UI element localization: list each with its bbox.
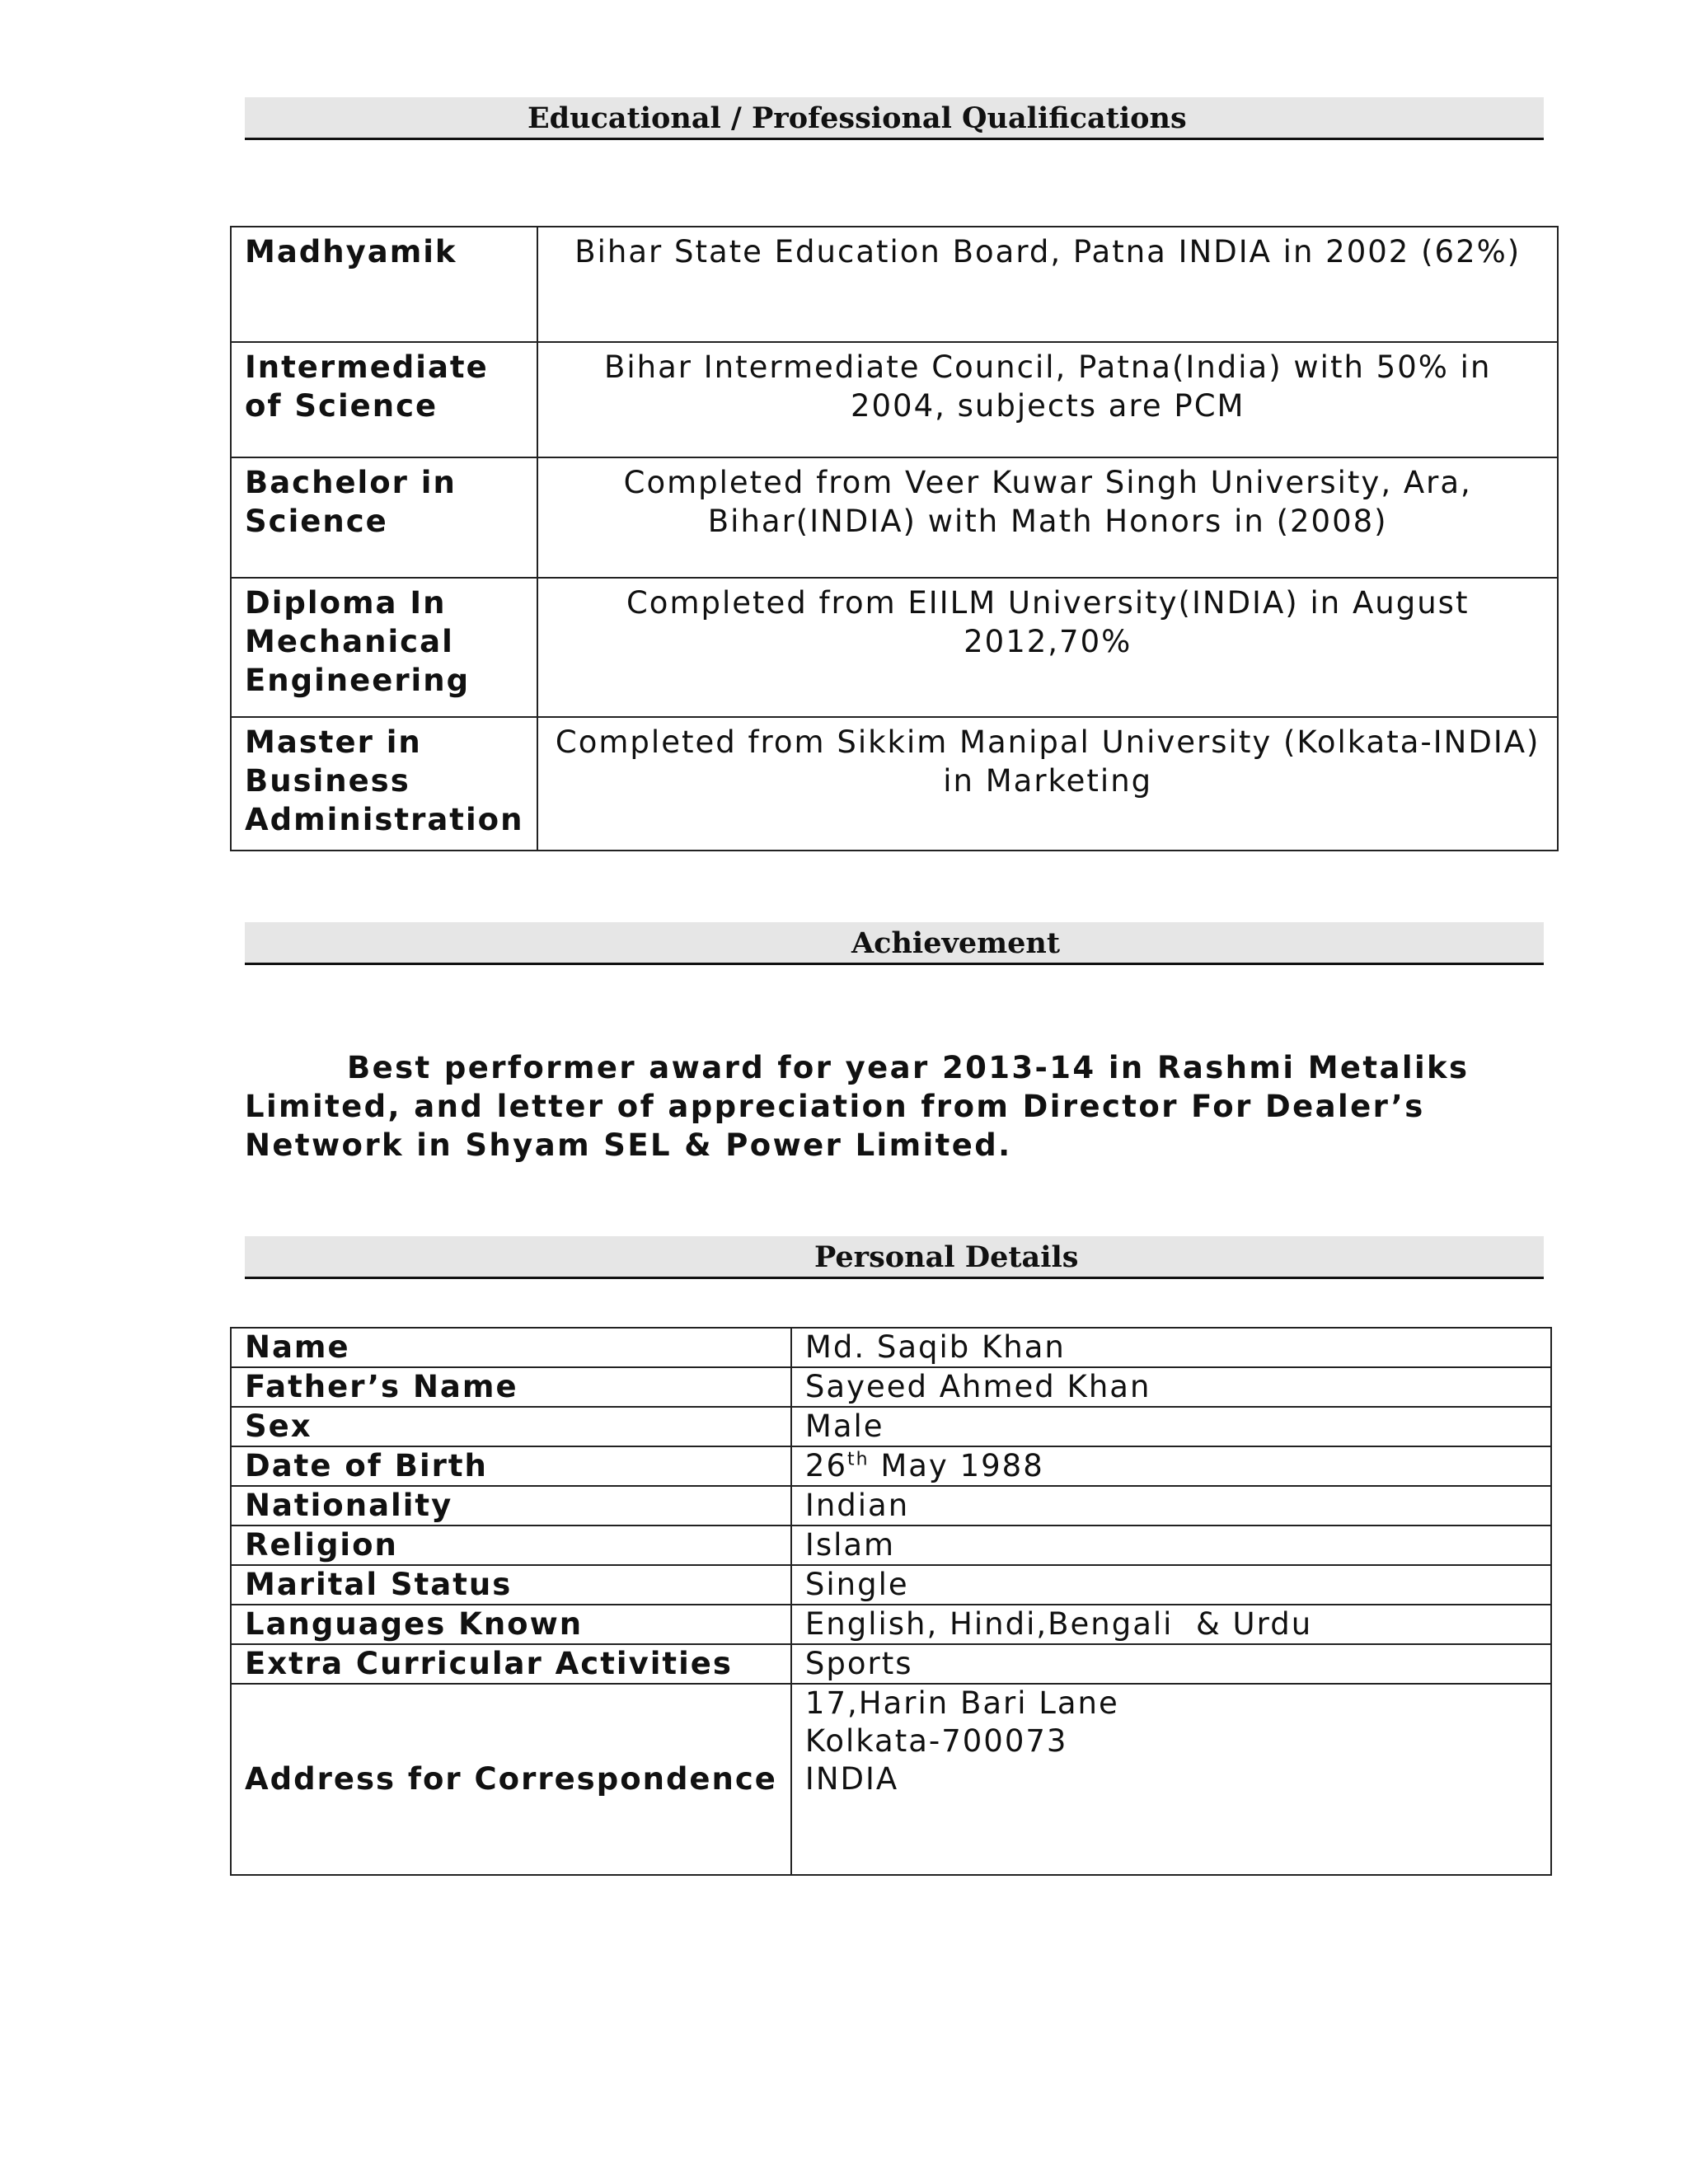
table-row: [231, 342, 1558, 457]
name-value: Md. Saqib Khan: [791, 1328, 1551, 1367]
languages-value: English, Hindi,Bengali & Urdu: [791, 1605, 1551, 1644]
table-row: [231, 1565, 1551, 1605]
table-row: [231, 717, 1558, 851]
marital-status-label: Marital Status: [231, 1565, 791, 1605]
table-row: [231, 1367, 1551, 1407]
marital-status-value: Single: [791, 1565, 1551, 1605]
qualification-detail: Bihar Intermediate Council, Patna(India) with 50% in 2004, subjects are PCM: [537, 342, 1558, 457]
qualification-label: Bachelor in Science: [231, 457, 537, 578]
table-row: [231, 1407, 1551, 1446]
personal-details-heading: [245, 1236, 1544, 1279]
achievement-heading: [245, 922, 1544, 965]
father-name-label: Father’s Name: [231, 1367, 791, 1407]
table-row: [231, 227, 1558, 342]
address-line: Kolkata-700073: [804, 1723, 1068, 1759]
table-row: [231, 1644, 1551, 1684]
qualification-label: Madhyamik: [231, 227, 537, 342]
qualification-label: Diploma In Mechanical Engineering: [231, 578, 537, 717]
achievement-heading-text: Achievement: [851, 926, 1060, 960]
dob-day: 26: [804, 1448, 847, 1483]
father-name-value: Sayeed Ahmed Khan: [791, 1367, 1551, 1407]
address-label: Address for Correspondence: [231, 1684, 791, 1875]
religion-label: Religion: [231, 1526, 791, 1565]
table-row: [231, 1605, 1551, 1644]
qualifications-heading-text: Educational / Professional Qualifications: [528, 101, 1187, 135]
qualification-detail: Completed from Sikkim Manipal University (Kolkata-INDIA) in Marketing: [537, 717, 1558, 851]
qualifications-heading: [245, 97, 1544, 140]
qualification-label: Master in Business Administration: [231, 717, 537, 851]
personal-details-table: [230, 1327, 1552, 1876]
table-row: [231, 1446, 1551, 1486]
table-row: [231, 1684, 1551, 1875]
address-line: 17,Harin Bari Lane: [804, 1685, 1119, 1721]
extra-curricular-value: Sports: [791, 1644, 1551, 1684]
nationality-value: Indian: [791, 1486, 1551, 1526]
table-row: [231, 1526, 1551, 1565]
qualification-detail: Completed from Veer Kuwar Singh University, Ara, Bihar(INDIA) with Math Honors in (2008): [537, 457, 1558, 578]
dob-suffix: th: [847, 1449, 870, 1470]
dob-value: [791, 1446, 1551, 1486]
table-row: [231, 578, 1558, 717]
nationality-label: Nationality: [231, 1486, 791, 1526]
address-line: INDIA: [804, 1761, 899, 1797]
sex-value: Male: [791, 1407, 1551, 1446]
qualifications-table: [230, 226, 1559, 851]
dob-rest: May 1988: [869, 1448, 1044, 1483]
religion-value: Islam: [791, 1526, 1551, 1565]
dob-label: Date of Birth: [231, 1446, 791, 1486]
qualification-label: Intermediate of Science: [231, 342, 537, 457]
personal-details-heading-text: Personal Details: [814, 1240, 1079, 1274]
table-row: [231, 457, 1558, 578]
table-row: [231, 1328, 1551, 1367]
qualification-detail: Bihar State Education Board, Patna INDIA in 2002 (62%): [537, 227, 1558, 342]
name-label: Name: [231, 1328, 791, 1367]
table-row: [231, 1486, 1551, 1526]
sex-label: Sex: [231, 1407, 791, 1446]
address-value: [791, 1684, 1551, 1875]
extra-curricular-label: Extra Curricular Activities: [231, 1644, 791, 1684]
achievement-text: Best performer award for year 2013-14 in Rashmi Metaliks Limited, and letter of appreciation from Director For Dealer’s Network in Shyam SEL & Power Limited.: [245, 1050, 1470, 1163]
qualification-detail: Completed from EIILM University(INDIA) in August 2012,70%: [537, 578, 1558, 717]
languages-label: Languages Known: [231, 1605, 791, 1644]
